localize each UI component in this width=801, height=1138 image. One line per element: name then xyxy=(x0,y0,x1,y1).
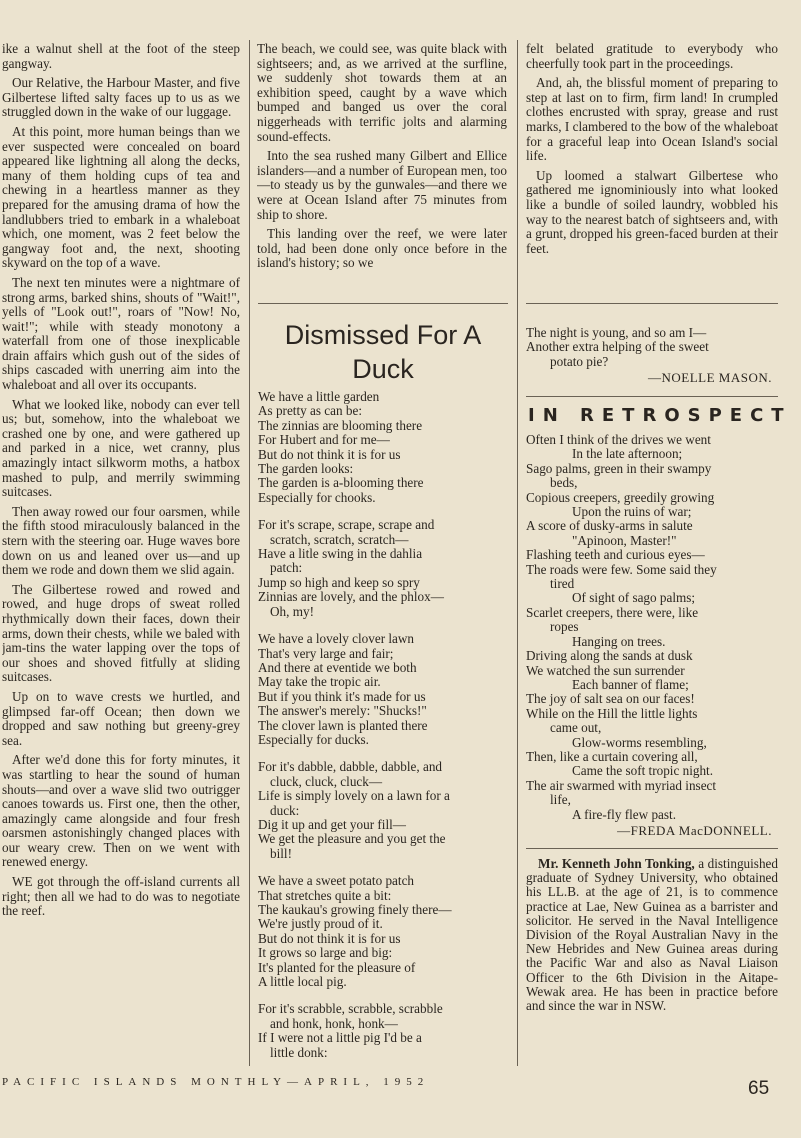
poem-line: Glow-worms resembling, xyxy=(572,734,707,750)
poem-line: The garden is a-blooming there xyxy=(258,475,424,491)
poem-line: Jump so high and keep so spry xyxy=(258,574,420,590)
poem-line: Then, like a curtain covering all, xyxy=(526,748,698,764)
poem-line: patch: xyxy=(270,560,303,576)
poem-line: bill! xyxy=(270,845,292,861)
article-paragraph: Up loomed a stalwart Gilbertese who gathered me ignominiously into what looked like a bundle of soiled laundry, wobbled his way to the nearest batch of sightseers and, with a grunt, dropped his green-faced burden at their feet. xyxy=(526,167,778,256)
section-divider-middle xyxy=(258,303,508,304)
poem-line: Oh, my! xyxy=(270,603,314,619)
article-paragraph: The beach, we could see, was quite black with sightseers; and, as we arrived at the surfline, we suddenly shot towards them at an exhibition speed, caught by a wave which bumped and banged us over the coral niggerheads with terrific jolts and alarming sound-effects. xyxy=(257,42,507,144)
article-paragraph: Up on to wave crests we hurtled, and glimpsed far-off Ocean; then down we dropped and saw nothing but greeny-grey sea. xyxy=(2,688,240,748)
poem-line: As pretty as can be: xyxy=(258,403,362,419)
poem-line: The kaukau's growing finely there— xyxy=(258,902,452,917)
poem-line: We have a lovely clover lawn xyxy=(258,631,415,647)
poem-line: That's very large and fair; xyxy=(258,645,394,661)
poem-line: A fire-fly flew past. xyxy=(572,806,676,822)
poem-line: Dig it up and get your fill— xyxy=(258,816,406,832)
article-paragraph: What we looked like, nobody can ever tell us; but, somehow, into the whaleboat we crashed one by one, and were gathered up and parked in a nice, wet cranny, plus amazingly intact silkworm moths, a hatbox mashed to pulp, and merrily swimming suitcases. xyxy=(2,396,240,500)
poem-line: It grows so large and big: xyxy=(258,945,393,961)
article-paragraph: Then away rowed our four oarsmen, while the fifth stood miraculously balanced in the stern with the steering oar. Huge waves bore down on us and leaned over us—and up them we rode and down them we slid again. xyxy=(2,503,240,578)
poem-stanza xyxy=(258,390,508,505)
poem-stanza xyxy=(258,760,508,861)
poem-line: Another extra helping of the sweet xyxy=(526,339,709,355)
magazine-footer: PACIFIC ISLANDS MONTHLY—APRIL, 1952 xyxy=(2,1076,430,1088)
poem-line: The air swarmed with myriad insect xyxy=(526,777,717,793)
poem-stanza xyxy=(258,632,508,747)
poem-line: For Hubert and for me— xyxy=(258,432,390,448)
article-paragraph: Into the sea rushed many Gilbert and Ellice islanders—and a number of European men, too—to steady us by the gunwales—and there we were at Ocean Island after 75 minutes from ship to shore. xyxy=(257,148,507,222)
poem-line: came out, xyxy=(550,720,602,736)
poem-line: duck: xyxy=(270,802,300,818)
poem-line: The zinnias are blooming there xyxy=(258,417,423,433)
article-paragraph: This landing over the reef, we were later told, had been done only once before in the island's history; so we xyxy=(257,226,507,271)
page-number: 65 xyxy=(748,1078,770,1099)
article-paragraph: felt belated gratitude to everybody who cheerfully took part in the proceedings. xyxy=(526,42,778,71)
poem-line: For it's scrape, scrape, scrape and xyxy=(258,517,435,533)
column-divider-left xyxy=(249,40,250,1066)
poem-line: Flashing teeth and curious eyes— xyxy=(526,547,705,563)
poem-line: tired xyxy=(550,576,575,592)
bio-note xyxy=(526,857,778,1018)
article-column-left xyxy=(2,42,240,1062)
poem-line: little donk: xyxy=(270,1044,328,1060)
bio-paragraph xyxy=(526,857,778,1013)
poem-line: For it's dabble, dabble, dabble, and xyxy=(258,759,443,775)
poem-line: life, xyxy=(550,792,571,808)
poem-stanza xyxy=(258,1002,508,1060)
article-paragraph: ike a walnut shell at the foot of the steep gangway. xyxy=(2,42,240,71)
poem-line: A little local pig. xyxy=(258,974,347,990)
poem-line: Especially for chooks. xyxy=(258,489,376,505)
poem-line: Often I think of the drives we went xyxy=(526,432,711,447)
poem-line: May take the tropic air. xyxy=(258,674,381,690)
poem-line: In the late afternoon; xyxy=(572,446,683,462)
poem-line: But if you think it's made for us xyxy=(258,688,426,704)
poem-line: Life is simply lovely on a lawn for a xyxy=(258,788,450,804)
poem-line: We have a sweet potato patch xyxy=(258,873,415,889)
article-paragraph: WE got through the off-island currents all right; then all we had to do was to negotiate the reef. xyxy=(2,874,240,919)
poem-line: But do not think it is for us xyxy=(258,446,401,462)
poem-line: beds, xyxy=(550,475,578,491)
poem-stanza xyxy=(258,518,508,619)
poem-line: Especially for ducks. xyxy=(258,731,369,747)
poem-line: Each banner of flame; xyxy=(572,676,689,692)
article-column-middle xyxy=(257,42,507,292)
poem-line: We watched the sun surrender xyxy=(526,662,685,678)
article-paragraph: The next ten minutes were a nightmare of strong arms, barked shins, shouts of "Wait!", yells of "Look out!", roars of "Now! No, wait!"; while with steady monotony a waterfall from one of those inexplicable drain affairs which gush out of the sides of ships cascaded with unerring aim into the whaleboat and all over its occupants. xyxy=(2,274,240,393)
article-paragraph: Our Relative, the Harbour Master, and five Gilbertese lifted salty faces up to us as we struggled down in the wake of our luggage. xyxy=(2,75,240,120)
poem-line: We're justly proud of it. xyxy=(258,916,383,932)
poem-line: The garden looks: xyxy=(258,461,354,477)
poem-line: Scarlet creepers, there were, like xyxy=(526,604,699,620)
article-paragraph: And, ah, the blissful moment of preparing to step at last on to firm, firm land! In crumpled clothes encrusted with spray, grease and rust marks, I clambered to the bow of the whaleboat for a graceful leap into Ocean Island's social life. xyxy=(526,75,778,164)
poem-line: If I were not a little pig I'd be a xyxy=(258,1030,422,1046)
poem-line: Have a litle swing in the dahlia xyxy=(258,546,423,562)
poem-line: That stretches quite a bit: xyxy=(258,887,392,903)
duck-poem xyxy=(258,390,508,1073)
duck-poem-signature: —NOELLE MASON. xyxy=(648,370,772,386)
duck-poem-title: Dismissed For A Duck xyxy=(284,320,482,384)
poem-line: Hanging on trees. xyxy=(572,633,666,649)
poem-line: cluck, cluck, cluck— xyxy=(270,773,383,789)
poem-line: The night is young, and so am I— xyxy=(526,325,707,340)
section-divider-right xyxy=(526,303,778,304)
retro-poem xyxy=(526,433,778,839)
poem-line: For it's scrabble, scrabble, scrabble xyxy=(258,1001,443,1017)
duck-poem-continuation xyxy=(526,326,778,386)
poem-line: "Apinoon, Master!" xyxy=(572,532,677,548)
retro-poem-signature: —FREDA MacDONNELL. xyxy=(617,822,772,838)
column-divider-right xyxy=(517,40,518,1066)
poem-line: Upon the ruins of war; xyxy=(572,504,692,520)
poem-line: A score of dusky-arms in salute xyxy=(526,518,693,534)
poem-line: Came the soft tropic night. xyxy=(572,763,714,779)
poem-line: The clover lawn is planted there xyxy=(258,717,428,733)
poem-line: Of sight of sago palms; xyxy=(572,590,696,606)
bio-text: a distinguished graduate of Sydney University, who obtained his LL.B. at the age of 21, is to commence practice at Lae, New Guinea as a barrister and solicitor. He served in the Naval Intelligence Division of the Royal Australian Navy in the New Hebrides and New Guinea areas during the Pacific War and also as Naval Liaison Officer to the 6th Division in the Aitape-Wewak area. He has been in practice before and since the war in NSW. xyxy=(526,856,778,1014)
poem-line: While on the Hill the little lights xyxy=(526,705,698,721)
retro-poem-title: IN RETROSPECT xyxy=(528,405,792,426)
section-divider-bio xyxy=(526,848,778,849)
poem-line: We have a little garden xyxy=(258,389,380,404)
poem-line: Copious creepers, greedily growing xyxy=(526,489,715,505)
poem-line: ropes xyxy=(550,619,579,635)
poem-line: potato pie? xyxy=(550,353,609,369)
article-paragraph: The Gilbertese rowed and rowed and rowed, and huge drops of sweat rolled rhythmically down their faces, down their arms, down their chests, while we baled with jam-tins the water lapping over the tops of our shoes and shoved fitfully at sliding suitcases. xyxy=(2,581,240,685)
poem-line: The joy of salt sea on our faces! xyxy=(526,691,695,707)
article-paragraph: After we'd done this for forty minutes, it was startling to hear the sound of human shouts—and over a wave slid two outrigger canoes towards us. First one, then the other, amazingly came alongside and four fresh oarsmen astonishingly changed places with our weary crew. Then on we went with renewed energy. xyxy=(2,752,240,870)
article-column-right xyxy=(526,42,778,292)
poem-line: and honk, honk, honk— xyxy=(270,1015,398,1031)
poem-line: The roads were few. Some said they xyxy=(526,561,717,577)
poem-line: It's planted for the pleasure of xyxy=(258,959,416,975)
poem-stanza xyxy=(258,874,508,989)
poem-line: Driving along the sands at dusk xyxy=(526,648,693,664)
poem-line: And there at eventide we both xyxy=(258,659,417,675)
poem-line: We get the pleasure and you get the xyxy=(258,831,446,847)
article-paragraph: At this point, more human beings than we ever suspected were concealed on board appeared like lightning all along the decks, many of them holding cups of tea and chewing in a heartless manner as they prepared for the amusing drama of how the landlubbers tried to embark in a whaleboat which, one moment, was 2 feet below the gangway foot and, the next, shooting skyward on the top of a wave. xyxy=(2,123,240,271)
poem-line: The answer's merely: "Shucks!" xyxy=(258,703,427,719)
bio-name: Mr. Kenneth John Tonking, xyxy=(538,856,695,871)
poem-line: Zinnias are lovely, and the phlox— xyxy=(258,589,444,605)
poem-line: Sago palms, green in their swampy xyxy=(526,460,712,476)
poem-line: scratch, scratch, scratch— xyxy=(270,531,409,547)
section-divider-retro xyxy=(526,396,778,397)
poem-line: But do not think it is for us xyxy=(258,930,401,946)
